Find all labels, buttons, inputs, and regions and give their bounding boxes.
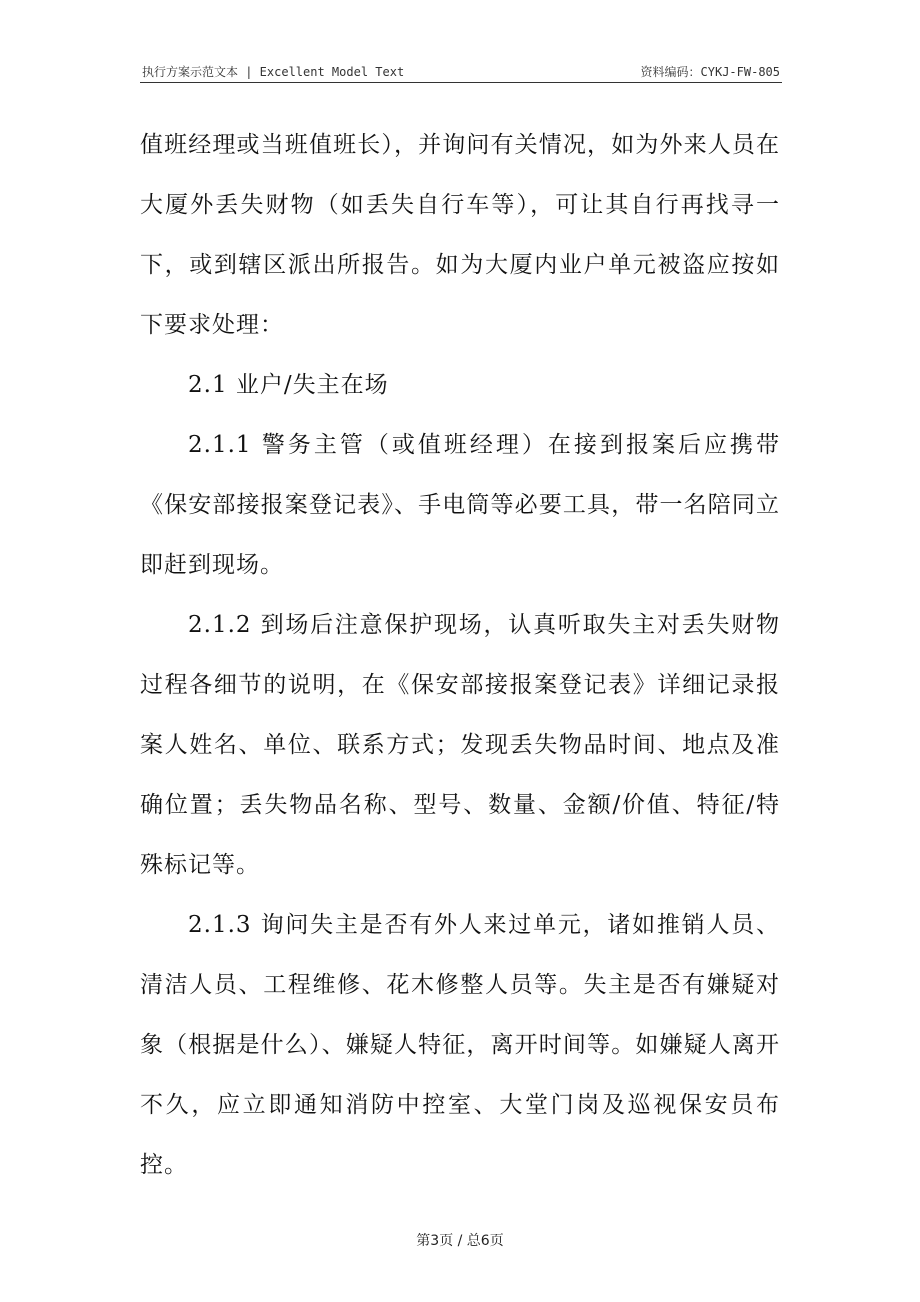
paragraph-2-1-2: 2.1.2 到场后注意保护现场，认真听取失主对丢失财物过程各细节的说明，在《保安部接报案登记表》详细记录报案人姓名、单位、联系方式；发现丢失物品时间、地点及准确位置；丢失物品名称、型号、数量、金额/价值、特征/特殊标记等。 <box>140 612 780 878</box>
page-header <box>140 62 782 83</box>
header-title: 执行方案示范文本 | Excellent Model Text <box>142 65 405 79</box>
paragraph-continuation: 值班经理或当班值班长），并询问有关情况，如为外来人员在大厦外丢失财物（如丢失自行车等），可让其自行再找寻一下，或到辖区派出所报告。如为大厦内业户单元被盗应按如下要求处理： <box>140 132 780 338</box>
paragraph-2-1-1: 2.1.1 警务主管（或值班经理）在接到报案后应携带《保安部接报案登记表》、手电筒等必要工具，带一名陪同立即赶到现场。 <box>140 432 780 578</box>
page-number: 第3页 / 总6页 <box>416 1233 504 1249</box>
section-heading-2-1: 2.1 业户/失主在场 <box>188 372 389 398</box>
document-code: 资料编码：CYKJ-FW-805 <box>640 65 780 79</box>
document-body <box>140 115 780 1195</box>
paragraph-2-1-3: 2.1.3 询问失主是否有外人来过单元，诸如推销人员、清洁人员、工程维修、花木修整人员等。失主是否有嫌疑对象（根据是什么）、嫌疑人特征，离开时间等。如嫌疑人离开不久，应立即通知消防中控室、大堂门岗及巡视保安员布控。 <box>140 912 780 1178</box>
